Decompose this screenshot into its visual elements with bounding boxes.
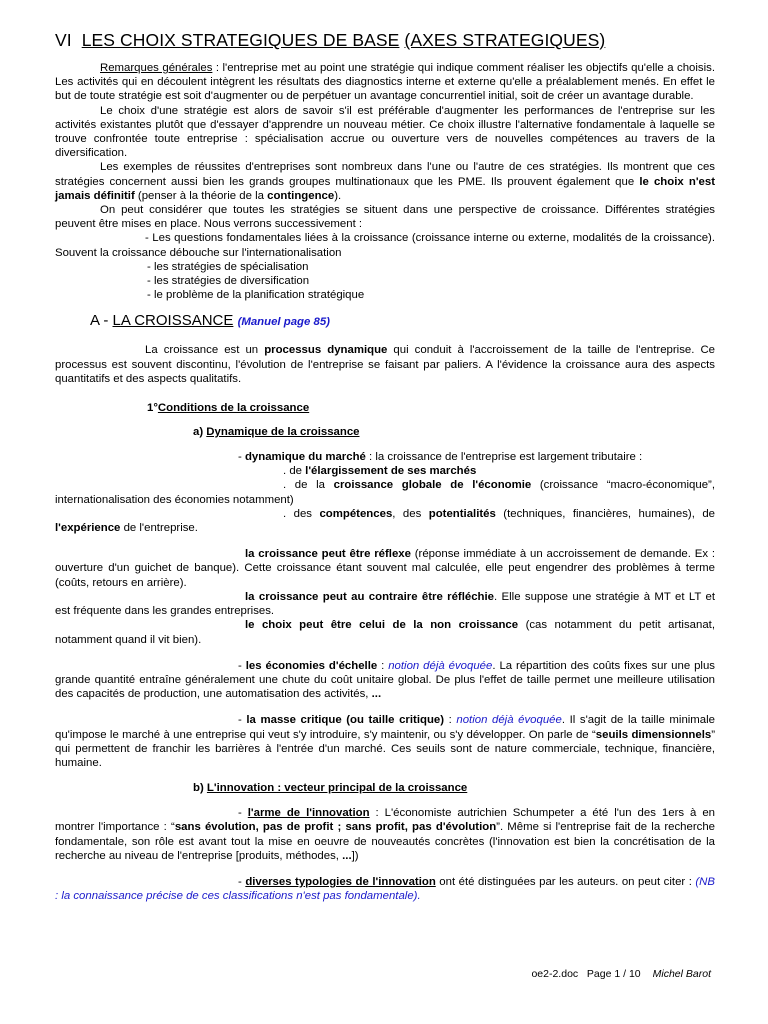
typologies-innovation: - diverses typologies de l'innovation ont été distinguées par les auteurs. on peut citer : (NB : la connaissance précise de ces classifications n'est pas fondamentale). (55, 875, 715, 903)
conditions-heading: 1°Conditions de la croissance (147, 402, 310, 415)
dynamique-heading: a) Dynamique de la croissance (193, 426, 360, 439)
economies-echelle: - les économies d'échelle : notion déjà évoquée. La répartition des coûts fixes sur une plus grande quantité entraîne généralement une chute du coût unitaire global. De plus l'effet de taille permet une meilleure utilisation des capacités de production, une automatisation des activités, ... (55, 659, 715, 701)
croissance-reflexe: la croissance peut être réflexe (réponse immédiate à un accroissement de demande. Ex : ouverture d'un guichet de banque). Cette croissance étant souvent mal calculée, elle peut engendrer des problèmes à terme (coûts, retours en arrière). (55, 548, 715, 589)
title-paren: (AXES STRATEGIQUES) (404, 30, 606, 50)
page-footer (531, 968, 711, 980)
arme-innovation: - l'arme de l'innovation : L'économiste autrichien Schumpeter a été l'un des 1ers à en montrer l'importance : “sans évolution, pas de profit ; sans profit, pas d'évolution”. Même si l'entreprise fait de la recherche fondamentale, son rôle est avant tout la mise en oeuvre de nouveautés concrètes (l'innovation est bien la concrétisation de la recherche au niveau de l'entreprise [produits, méthodes, ...]) (55, 807, 715, 862)
footer-author: Michel Barot (652, 968, 711, 980)
section-a-heading: A - LA CROISSANCE (Manuel page 85) (90, 312, 330, 330)
footer-page-number: Page 1 / 10 (586, 968, 641, 980)
non-croissance: le choix peut être celui de la non croissance (cas notamment du petit artisanat, notamment quand il vit bien). (55, 619, 715, 646)
masse-critique: - la masse critique (ou taille critique) : notion déjà évoquée. Il s'agit de la taille minimale qu'impose le marché à une entreprise qui veut s'y introduire, s'y maintenir, ou s'y développer. On parle de “seuils dimensionnels” qui permettent de franchir les barrières à l'entrée d'un marché. Ces seuils sont de nature commerciale, technique, financière, humaine. (55, 714, 715, 769)
manual-reference: (Manuel page 85) (237, 316, 330, 329)
croissance-reflechie: la croissance peut au contraire être réfléchie. Elle suppose une stratégie à MT et LT et est fréquente dans les grandes entreprises. (55, 590, 715, 618)
intro-paragraph-1: Remarques générales : l'entreprise met au point une stratégie qui indique comment réaliser les objectifs qu'elle a choisis. Les activités qui en découlent intègrent les résultats des diagnostics interne et externe qu'elle a préalablement menés. En effet le but de toute stratégie est soit d'augmenter ou de perpétuer un avantage concurrentiel initial, soit de créer un avantage durable. (55, 62, 715, 103)
title-number: VI (55, 30, 72, 50)
list-item: - les stratégies de diversification (147, 275, 310, 288)
intro-label: Remarques générales (100, 62, 213, 74)
sub-item-marches: . de l'élargissement de ses marchés (283, 465, 477, 478)
list-item: - le problème de la planification stratégique (147, 289, 365, 302)
innovation-heading: b) L'innovation : vecteur principal de la croissance (193, 782, 468, 795)
sub-item-economie: . de la croissance globale de l'économie (croissance “macro-économique”, internationalisation des économies notamment) (55, 479, 716, 506)
title-main: LES CHOIX STRATEGIQUES DE BASE (81, 30, 400, 50)
emphasis-not-definitive: le choix n'est jamais définitif (55, 175, 715, 202)
footer-filename: oe2-2.doc (531, 968, 579, 980)
intro-paragraph-4: On peut considérer que toutes les stratégies se situent dans une perspective de croissance. Différentes stratégies peuvent être mises en place. Nous verrons successivement : (55, 204, 715, 231)
page-title (55, 30, 715, 51)
intro-paragraph-3: Les exemples de réussites d'entreprises sont nombreux dans l'une ou l'autre de ces stratégies. Ils montrent que ces stratégies concernent aussi bien les grands groupes multinationaux que les PME. Ils prouvent également que le choix n'est jamais définitif (penser à la théorie de la contingence). (55, 161, 715, 202)
document-page (55, 30, 715, 903)
strategy-list (55, 260, 715, 303)
intro-paragraph-2: Le choix d'une stratégie est alors de savoir s'il est préférable d'augmenter les performances de l'entreprise sur les activités existantes plutôt que d'essayer d'apprendre un nouveau métier. Ce choix illustre l'alternative fondamentale à laquelle se trouve confrontée toute entreprise : spécialisation accrue ou ouverture vers de nouvelles compétences au travers de la diversification. (55, 104, 715, 160)
intro-paragraph-5: - Les questions fondamentales liées à la croissance (croissance interne ou externe, modalités de la croissance). Souvent la croissance débouche sur l'internationalisation (55, 232, 715, 259)
sub-item-competences: . des compétences, des potentialités (techniques, financières, humaines), de l'expérience de l'entreprise. (55, 507, 716, 535)
dynamique-marche-item: - dynamique du marché : la croissance de l'entreprise est largement tributaire : (238, 451, 643, 464)
croissance-paragraph: La croissance est un processus dynamique qui conduit à l'accroissement de la taille de l'entreprise. Ce processus est souvent discontinu, l'évolution de l'entreprise se faisant par paliers. A l'évidence la croissance aura des aspects quantitatifs et des aspects qualitatifs. (55, 344, 716, 385)
list-item: - les stratégies de spécialisation (147, 260, 309, 273)
section-a-title: LA CROISSANCE (112, 312, 234, 330)
emphasis-contingence: contingence (267, 189, 335, 202)
